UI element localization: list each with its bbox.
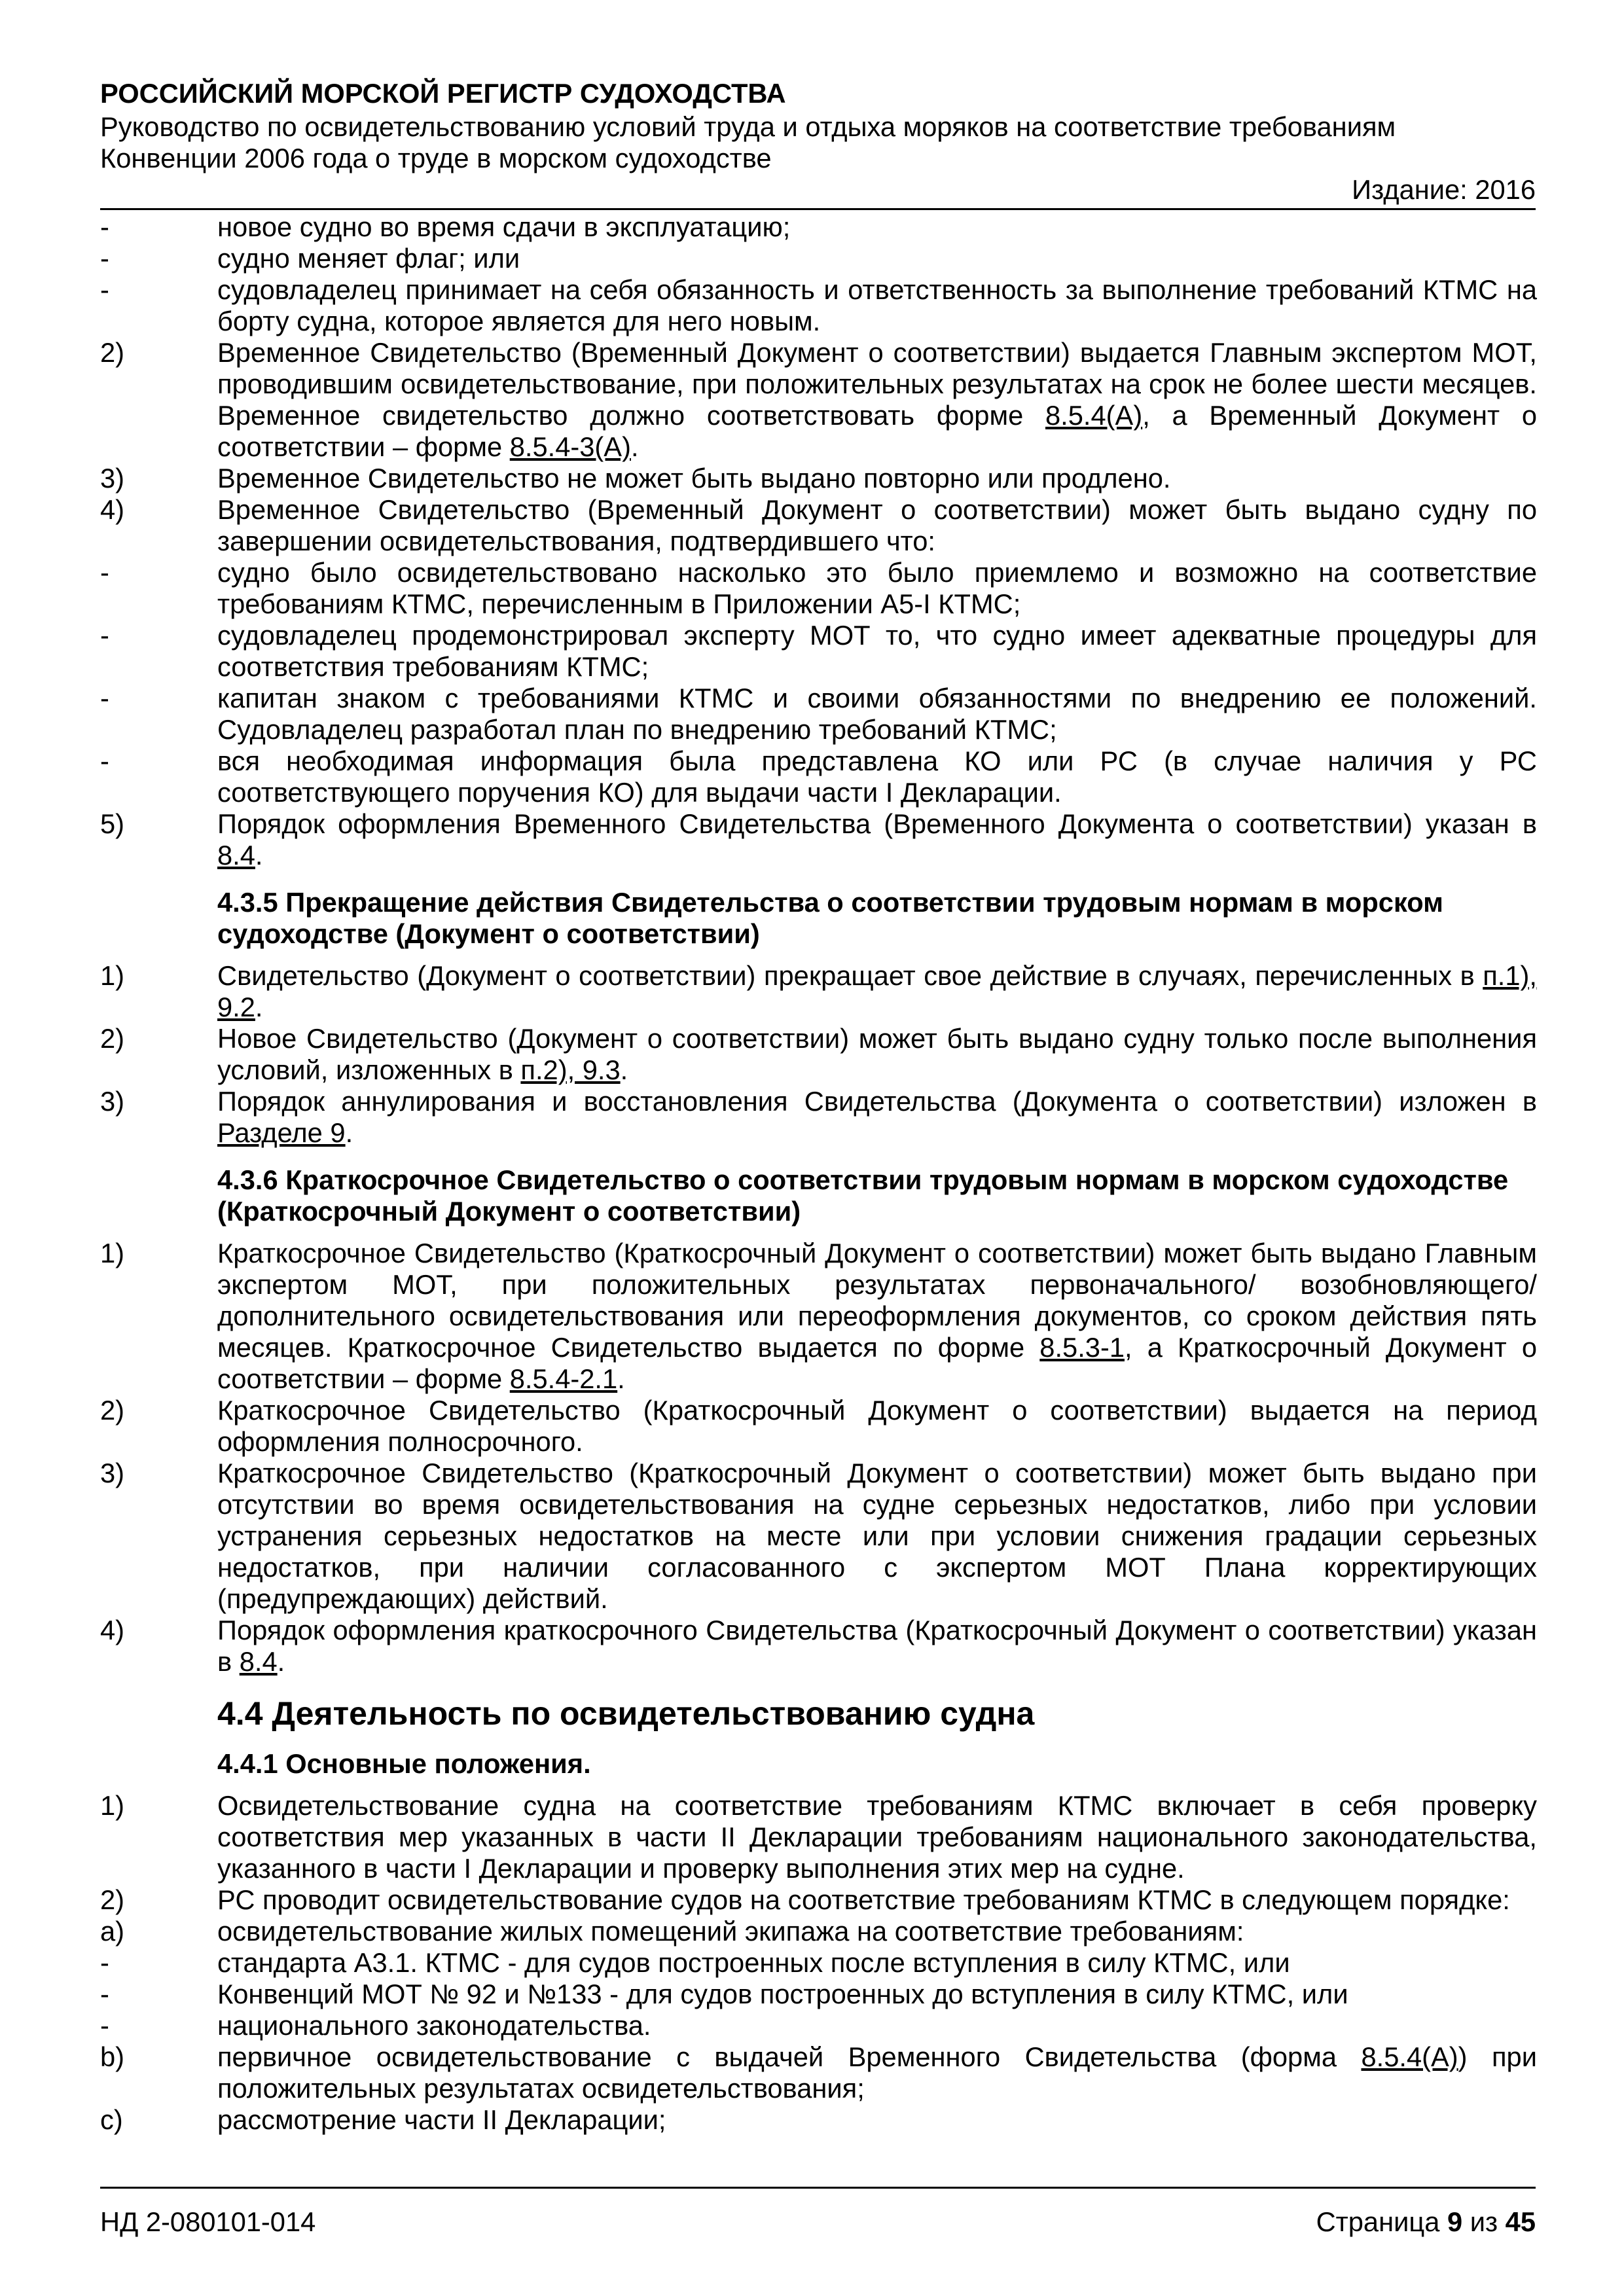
item-text: национального законодательства. — [217, 2010, 651, 2041]
cross-reference-link[interactable]: Разделе 9 — [217, 1117, 346, 1148]
item-marker: 1) — [100, 1238, 125, 1268]
item-text: РС проводит освидетельствование судов на соответствие требованиям КТМС в следующем порядке: — [217, 1884, 1510, 1915]
dash-list-item — [100, 1979, 1537, 2010]
cross-reference-link[interactable]: 8.5.3-1 — [1039, 1332, 1125, 1363]
text-segment: первичное освидетельствование с выдачей Временного Свидетельства (форма — [217, 2041, 1362, 2072]
item-marker: 2) — [100, 1395, 125, 1426]
dash-list-item — [100, 1947, 1537, 1979]
edition-label: Издание: 2016 — [1352, 174, 1536, 205]
text-segment: , а Краткосрочный Документ о соответствии – форме — [217, 1332, 1537, 1394]
item-text: вся необходимая информация была представлена КО или РС (в случае наличия у РС соответствующего поручения КО) для выдачи части I Декларации. — [217, 745, 1537, 808]
item-marker: - — [100, 1947, 109, 1978]
cross-reference-link[interactable]: п.1), 9.2 — [217, 960, 1537, 1022]
item-text: стандарта А3.1. КТМС - для судов построенных после вступления в силу КТМС, или — [217, 1947, 1290, 1978]
item-marker: 3) — [100, 1458, 125, 1488]
page-separator: из — [1470, 2206, 1498, 2237]
document-title: Руководство по освидетельствованию условий труда и отдыха моряков на соответствие требованиям Конвенции 2006 года о труде в морском судоходстве — [100, 111, 1396, 173]
page-header — [100, 76, 1536, 206]
dash-list-item — [100, 557, 1537, 620]
item-marker: a) — [100, 1916, 125, 1946]
document-number: НД 2-080101-014 — [100, 2206, 316, 2237]
item-marker: - — [100, 274, 109, 305]
item-marker: 4) — [100, 494, 125, 525]
item-marker: - — [100, 1979, 109, 2009]
section-heading-4-4-1: 4.4.1 Основные положения. — [217, 1748, 591, 1779]
item-text — [217, 1238, 1537, 1395]
header-divider — [100, 208, 1536, 210]
dash-list-item — [100, 211, 1537, 243]
item-text: Освидетельствование судна на соответствие требованиям КТМС включает в себя проверку соответствия мер указанных в части II Декларации требованиям национального законодательства, указанного в части I Декларации и проверку выполнения этих мер на судне. — [217, 1790, 1537, 1884]
item-marker: 5) — [100, 808, 125, 839]
text-segment: . — [277, 1646, 285, 1677]
item-text: Краткосрочное Свидетельство (Краткосрочный Документ о соответствии) может быть выдано при отсутствии во время освидетельствования на судне серьезных недостатков, либо при условии устранения серьезных недостатков на месте или при условии снижения градации серьезных недостатков, при наличии согласованного с экспертом МОТ Плана корректирующих (предупреждающих) действий. — [217, 1458, 1537, 1614]
text-segment: Порядок аннулирования и восстановления Свидетельства (Документа о соответствии) изложен в — [217, 1086, 1537, 1117]
text-segment: Новое Свидетельство (Документ о соответствии) может быть выдано судну только после выполнения условий, изложенных в — [217, 1023, 1537, 1085]
text-segment: . — [255, 992, 263, 1022]
dash-list-item — [100, 274, 1537, 337]
dash-list-item — [100, 683, 1537, 745]
lettered-list-item — [100, 1916, 1537, 1947]
item-text — [217, 1615, 1537, 1677]
item-marker: 2) — [100, 1023, 125, 1054]
numbered-list-item — [100, 337, 1537, 463]
numbered-list-item — [100, 1395, 1537, 1458]
text-segment: . — [617, 1363, 625, 1394]
item-marker: - — [100, 211, 109, 242]
text-segment: , а Временный Документ о соответствии – форме — [217, 400, 1537, 462]
page-label: Страница — [1316, 2206, 1440, 2237]
text-segment: . — [620, 1054, 628, 1085]
item-text: судовладелец продемонстрировал эксперту МОТ то, что судно имеет адекватные процедуры для соответствия требованиям КТМС; — [217, 620, 1537, 682]
text-segment: . — [345, 1117, 353, 1148]
item-text: Конвенций МОТ № 92 и №133 - для судов построенных до вступления в силу КТМС, или — [217, 1979, 1348, 2009]
numbered-list-item — [100, 1086, 1537, 1149]
cross-reference-link[interactable]: 8.4 — [217, 840, 255, 870]
numbered-list-item — [100, 1884, 1537, 1916]
item-marker: 1) — [100, 1790, 125, 1821]
current-page-number: 9 — [1447, 2206, 1463, 2237]
footer-divider — [100, 2187, 1536, 2189]
dash-list-item — [100, 2010, 1537, 2041]
numbered-list-item — [100, 1790, 1537, 1884]
dash-list-item — [100, 243, 1537, 274]
cross-reference-link[interactable]: 8.5.4(А) — [1361, 2041, 1458, 2072]
dash-list-item — [100, 620, 1537, 683]
page-footer — [100, 2206, 1536, 2238]
item-text — [217, 337, 1537, 463]
numbered-list-item — [100, 463, 1537, 494]
section-heading-4-3-6: 4.3.6 Краткосрочное Свидетельство о соответствии трудовым нормам в морском судоходстве (Краткосрочный Документ о соответствии) — [217, 1164, 1509, 1227]
item-text: судно было освидетельствовано насколько это было приемлемо и возможно на соответствие требованиям КТМС, перечисленным в Приложении А5-I КТМС; — [217, 557, 1537, 619]
item-text — [217, 808, 1537, 871]
text-segment: Порядок оформления Временного Свидетельства (Временного Документа о соответствии) указан в — [217, 808, 1537, 839]
item-marker: - — [100, 557, 109, 588]
item-marker: 2) — [100, 1884, 125, 1915]
item-text: судно меняет флаг; или — [217, 243, 520, 274]
page-content — [100, 211, 1537, 2136]
numbered-list-item — [100, 808, 1537, 871]
item-marker: 3) — [100, 1086, 125, 1117]
numbered-list-item — [100, 1238, 1537, 1395]
page-indicator — [1316, 2206, 1536, 2238]
item-marker: b) — [100, 2041, 125, 2072]
item-text: Временное Свидетельство (Временный Документ о соответствии) может быть выдано судну по завершении освидетельствования, подтвердившего что: — [217, 494, 1537, 556]
text-segment: Порядок оформления краткосрочного Свидетельства (Краткосрочный Документ о соответствии) указан в — [217, 1615, 1537, 1677]
item-marker: - — [100, 683, 109, 713]
lettered-list-item — [100, 2104, 1537, 2136]
item-text — [217, 2041, 1537, 2104]
item-marker: 2) — [100, 337, 125, 368]
lettered-list-item — [100, 2041, 1537, 2104]
item-marker: - — [100, 243, 109, 274]
cross-reference-link[interactable]: 8.5.4-3(А) — [509, 431, 631, 462]
item-marker: 3) — [100, 463, 125, 493]
item-text: судовладелец принимает на себя обязанность и ответственность за выполнение требований КТМС на борту судна, которое является для него новым. — [217, 274, 1537, 336]
organization-name: РОССИЙСКИЙ МОРСКОЙ РЕГИСТР СУДОХОДСТВА — [100, 78, 786, 109]
item-text: Краткосрочное Свидетельство (Краткосрочный Документ о соответствии) выдается на период оформления полносрочного. — [217, 1395, 1537, 1457]
section-heading-4-4: 4.4 Деятельность по освидетельствованию судна — [217, 1695, 1035, 1732]
item-text: рассмотрение части II Декларации; — [217, 2104, 666, 2135]
text-segment: . — [630, 431, 639, 462]
text-segment: Свидетельство (Документ о соответствии) прекращает свое действие в случаях, перечисленных в — [217, 960, 1483, 991]
item-marker: - — [100, 2010, 109, 2041]
text-segment: Временное Свидетельство (Временный Документ о соответствии) выдается Главным экспертом МОТ, проводившим освидетельствование, при положительных результатах на срок не более шести месяцев. Временное свидетельство должно соответствовать форме — [217, 337, 1537, 431]
numbered-list-item — [100, 1458, 1537, 1615]
item-text — [217, 1086, 1537, 1149]
item-marker: 1) — [100, 960, 125, 991]
text-segment: . — [255, 840, 263, 870]
item-marker: c) — [100, 2104, 123, 2135]
total-page-count: 45 — [1505, 2206, 1536, 2237]
item-marker: 4) — [100, 1615, 125, 1645]
numbered-list-item — [100, 960, 1537, 1023]
item-text: капитан знаком с требованиями КТМС и своими обязанностями по внедрению ее положений. Судовладелец разработал план по внедрению требований КТМС; — [217, 683, 1537, 745]
text-segment: Краткосрочное Свидетельство (Краткосрочный Документ о соответствии) может быть выдано Главным экспертом МОТ, при положительных результатах первоначального/ возобновляющего/ дополнительного освидетельствования или переоформления документов, со сроком действия пять месяцев. Краткосрочное Свидетельство выдается по форме — [217, 1238, 1537, 1363]
dash-list-item — [100, 745, 1537, 808]
item-text — [217, 960, 1537, 1023]
item-text: освидетельствование жилых помещений экипажа на соответствие требованиям: — [217, 1916, 1244, 1946]
cross-reference-link[interactable]: 8.5.4-2.1 — [509, 1363, 618, 1394]
cross-reference-link[interactable]: п.2), 9.3 — [520, 1054, 621, 1085]
cross-reference-link[interactable]: 8.4 — [239, 1646, 278, 1677]
numbered-list-item — [100, 1615, 1537, 1677]
item-marker: - — [100, 745, 109, 776]
numbered-list-item — [100, 494, 1537, 557]
item-text: новое судно во время сдачи в эксплуатацию; — [217, 211, 791, 242]
item-marker: - — [100, 620, 109, 651]
item-text — [217, 1023, 1537, 1086]
item-text: Временное Свидетельство не может быть выдано повторно или продлено. — [217, 463, 1171, 493]
text-segment: ) при положительных результатах освидетельствования; — [217, 2041, 1537, 2104]
numbered-list-item — [100, 1023, 1537, 1086]
section-heading-4-3-5: 4.3.5 Прекращение действия Свидетельства о соответствии трудовым нормам в морском судоходстве (Документ о соответствии) — [217, 887, 1443, 949]
cross-reference-link[interactable]: 8.5.4(А) — [1045, 400, 1143, 431]
